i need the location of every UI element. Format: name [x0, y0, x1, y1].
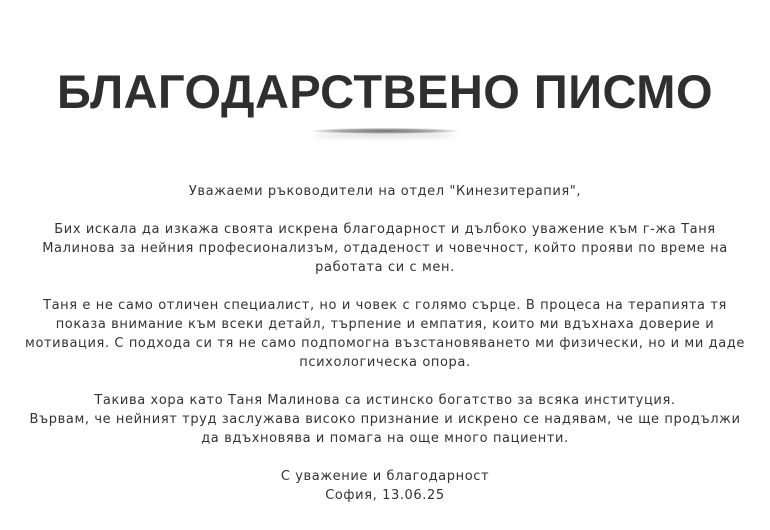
- salutation: Уважаеми ръководители на отдел "Кинезитерапия",: [188, 184, 582, 199]
- place-date: София, 13.06.25: [325, 488, 445, 503]
- letter-body: [20, 182, 750, 505]
- recommendation-line-1: Такива хора като Таня Малинова са истинско богатство за всяка институция.: [94, 393, 676, 408]
- paragraph-gratitude: Бих искала да изкажа своята искрена благодарност и дълбоко уважение към г-жа Таня Малинова за нейния професионализъм, отдаденост и човечност, който прояви по време на работата си с мен.: [42, 222, 728, 275]
- closing: С уважение и благодарност: [280, 469, 490, 484]
- recommendation-line-2: Вървам, че нейният труд заслужава високо признание и искрено се надявам, че ще продължи да вдъхновява и помага на още много пациенти.: [29, 412, 741, 446]
- paragraph-qualities: Таня е не само отличен специалист, но и човек с голямо сърце. В процеса на терапията тя показа внимание към всеки детайл, търпение и емпатия, които ми вдъхнаха доверие и мотивация. С подхода си тя не само подпомогна възстановяването ми физически, но и ми даде психологическа опора.: [25, 298, 745, 370]
- title-divider: [312, 128, 458, 134]
- paragraph-recommendation: [20, 391, 750, 448]
- letter-title: БЛАГОДАРСТВЕНО ПИСМО: [56, 65, 714, 118]
